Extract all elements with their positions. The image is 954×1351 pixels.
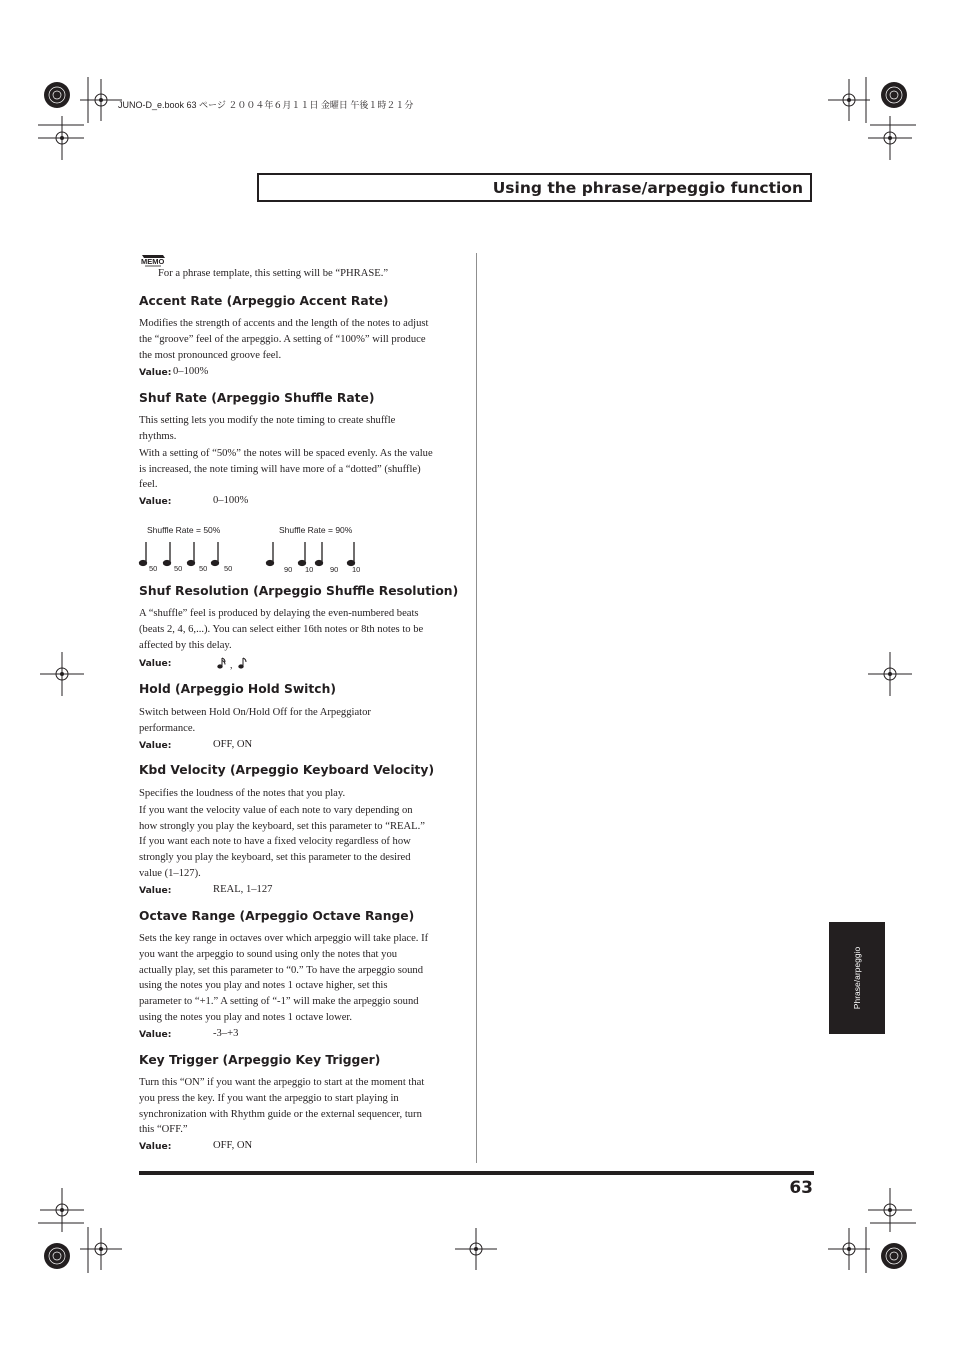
shuffle-rate-value-label: Value: (139, 496, 172, 507)
accent-rate-heading: Accent Rate (Arpeggio Accent Rate) (139, 294, 389, 308)
column-divider (476, 253, 477, 1163)
note-separator: , (230, 660, 233, 670)
kbd-velocity-line-5: strongly you play the keyboard, set this parameter to the desired (139, 852, 411, 863)
shuffle-rate-line-2: rhythms. (139, 431, 177, 442)
octave-range-line-5: parameter to “+1.” A setting of “-1” will make the arpeggio sound (139, 996, 419, 1007)
octave-range-heading: Octave Range (Arpeggio Octave Range) (139, 909, 415, 923)
kbd-velocity-heading: Kbd Velocity (Arpeggio Keyboard Velocity) (139, 763, 435, 777)
print-info-line: JUNO-D_e.book 63 ページ ２００４年６月１１日 金曜日 午後１時２１分 (118, 100, 414, 110)
shuffle-90-num: 10 (352, 565, 361, 574)
shuffle-rate-line-4: is increased, the note timing will have more of a “dotted” (shuffle) (139, 464, 421, 475)
hold-heading: Hold (Arpeggio Hold Switch) (139, 682, 336, 696)
side-index-tab (829, 922, 885, 1034)
chapter-header-box (257, 173, 812, 202)
octave-range-value: -3–+3 (213, 1028, 239, 1039)
hold-line-2: performance. (139, 723, 196, 734)
kbd-velocity-value: REAL, 1–127 (213, 884, 273, 895)
key-trigger-line-4: this “OFF.” (139, 1124, 188, 1135)
key-trigger-value-label: Value: (139, 1141, 172, 1152)
note-value-icons (216, 656, 250, 670)
kbd-velocity-line-3: how strongly you play the keyboard, set this parameter to “REAL.” (139, 821, 425, 832)
octave-range-line-2: you want the arpeggio to sound using only the notes that you (139, 949, 398, 960)
shuffle-rate-heading: Shuf Rate (Arpeggio Shuffle Rate) (139, 391, 375, 405)
kbd-velocity-line-1: Specifies the loudness of the notes that you play. (139, 788, 346, 799)
shuffle-90-label: Shuffle Rate = 90% (279, 525, 353, 535)
hold-line-1: Switch between Hold On/Hold Off for the Arpeggiator (139, 707, 371, 718)
accent-rate-line-2: the “groove” feel of the arpeggio. A setting of “100%” will produce (139, 334, 426, 345)
shuffle-rate-line-3: With a setting of “50%” the notes will be spaced evenly. As the value (139, 448, 433, 459)
key-trigger-heading: Key Trigger (Arpeggio Key Trigger) (139, 1053, 381, 1067)
key-trigger-line-3: synchronization with Rhythm guide or the external sequencer, turn (139, 1109, 422, 1120)
chapter-title: Using the phrase/arpeggio function (492, 179, 803, 197)
hold-value-label: Value: (139, 740, 172, 751)
shuffle-50-num: 50 (199, 564, 208, 573)
kbd-velocity-value-label: Value: (139, 885, 172, 896)
key-trigger-value: OFF, ON (213, 1140, 253, 1151)
octave-range-value-label: Value: (139, 1029, 172, 1040)
accent-rate-value-label: Value: (139, 367, 172, 378)
shuffle-resolution-line-2: (beats 2, 4, 6,...). You can select either 16th notes or 8th notes to be (139, 624, 424, 635)
shuffle-90-num: 10 (305, 565, 314, 574)
shuffle-90-num: 90 (284, 565, 293, 574)
kbd-velocity-line-4: If you want each note to have a fixed velocity regardless of how (139, 836, 411, 847)
memo-text: For a phrase template, this setting will be “PHRASE.” (158, 268, 389, 279)
key-trigger-line-1: Turn this “ON” if you want the arpeggio to start at the moment that (139, 1077, 425, 1088)
memo-icon (139, 253, 167, 268)
side-index-tab-label: Phrase/arpeggio (852, 946, 862, 1010)
shuffle-rate-value: 0–100% (213, 495, 249, 506)
page-number: 63 (789, 1178, 813, 1198)
shuffle-rate-line-1: This setting lets you modify the note timing to create shuffle (139, 415, 396, 426)
shuffle-resolution-heading: Shuf Resolution (Arpeggio Shuffle Resolution) (139, 584, 459, 598)
shuffle-resolution-value-label: Value: (139, 658, 172, 669)
octave-range-line-3: actually play, set this parameter to “0.” To have the arpeggio sound (139, 965, 424, 976)
shuffle-50-num: 50 (224, 564, 233, 573)
shuffle-50-label: Shuffle Rate = 50% (147, 525, 221, 535)
shuffle-resolution-line-3: affected by this delay. (139, 640, 232, 651)
shuffle-50-num: 50 (149, 564, 158, 573)
key-trigger-line-2: you press the key. If you want the arpeggio to start playing in (139, 1093, 399, 1104)
shuffle-rate-line-5: feel. (139, 479, 158, 490)
accent-rate-value: 0–100% (173, 366, 209, 377)
hold-value: OFF, ON (213, 739, 253, 750)
footer-rule (139, 1171, 814, 1175)
kbd-velocity-line-2: If you want the velocity value of each note to vary depending on (139, 805, 413, 816)
shuffle-resolution-line-1: A “shuffle” feel is produced by delaying the even-numbered beats (139, 608, 419, 619)
memo-icon-label: MEMO (141, 257, 165, 266)
octave-range-line-4: using the notes you play and notes 1 octave higher, set this (139, 980, 388, 991)
octave-range-line-6: using the notes you play and notes 1 octave lower. (139, 1012, 353, 1023)
accent-rate-line-3: the most pronounced groove feel. (139, 350, 282, 361)
shuffle-rate-figure (136, 520, 376, 580)
kbd-velocity-line-6: value (1–127). (139, 868, 201, 879)
shuffle-50-num: 50 (174, 564, 183, 573)
accent-rate-line-1: Modifies the strength of accents and the length of the notes to adjust (139, 318, 429, 329)
octave-range-line-1: Sets the key range in octaves over which arpeggio will take place. If (139, 933, 429, 944)
shuffle-90-num: 90 (330, 565, 339, 574)
